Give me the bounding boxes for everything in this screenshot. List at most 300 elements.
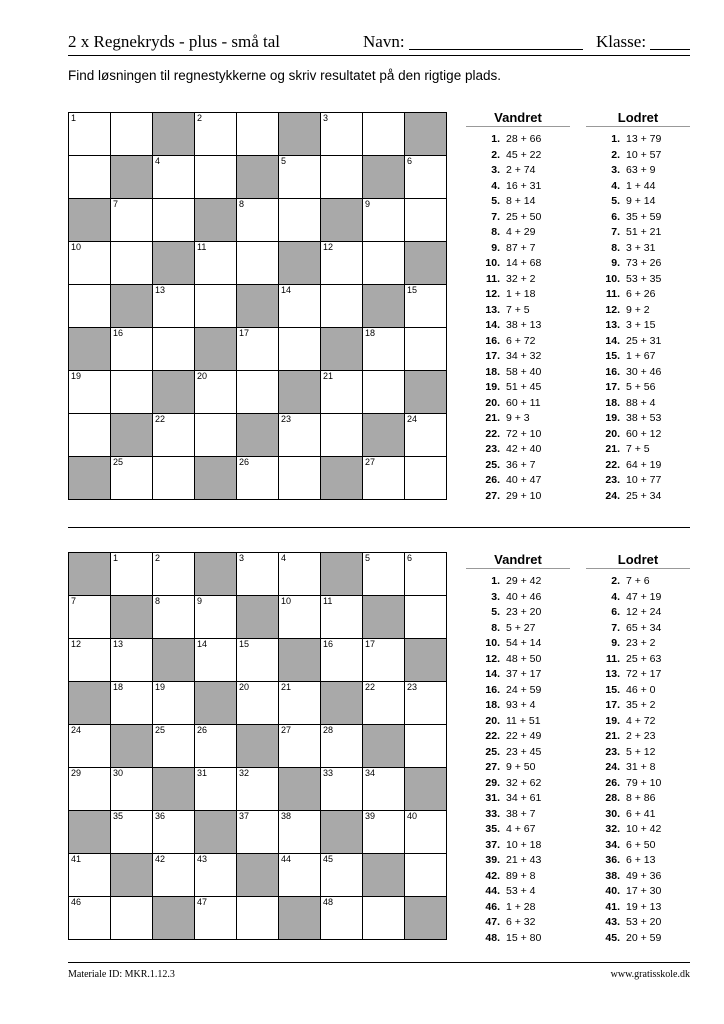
- clue-expression: 10 + 57: [626, 148, 662, 161]
- grid-cell[interactable]: [363, 768, 405, 811]
- clue-item: [586, 714, 690, 730]
- grid-cell[interactable]: [195, 113, 237, 156]
- clue-expression: 1 + 44: [626, 179, 656, 192]
- clue-expression: 9 + 14: [626, 195, 656, 207]
- clue-number: 43.: [605, 916, 620, 928]
- cell-number: 22: [365, 682, 376, 692]
- grid-cell[interactable]: [153, 682, 195, 725]
- grid-cell[interactable]: [321, 596, 363, 639]
- grid-cell[interactable]: [363, 811, 405, 854]
- clue-expression: 34 + 61: [506, 792, 542, 804]
- grid-cell[interactable]: [111, 457, 153, 500]
- cell-number: 4: [281, 553, 287, 563]
- grid-cell-shaded: [153, 242, 195, 285]
- grid-cell[interactable]: [405, 553, 447, 596]
- clue-item: [586, 667, 690, 683]
- grid-cell[interactable]: [69, 414, 111, 457]
- class-input-line[interactable]: [650, 49, 690, 50]
- grid-cell[interactable]: [279, 811, 321, 854]
- grid-cell[interactable]: [237, 897, 279, 940]
- clue-expression: 49 + 36: [626, 869, 662, 882]
- cell-number: 33: [323, 768, 334, 778]
- grid-cell[interactable]: [111, 242, 153, 285]
- clue-expression: 5 + 27: [506, 621, 536, 634]
- grid-cell[interactable]: [237, 553, 279, 596]
- grid-cell[interactable]: [69, 639, 111, 682]
- grid-cell[interactable]: [405, 596, 447, 639]
- grid-cell[interactable]: [69, 596, 111, 639]
- cell-number: 5: [365, 553, 371, 563]
- clue-number: 22.: [485, 730, 500, 742]
- grid-cell[interactable]: [321, 113, 363, 156]
- grid-cell-shaded: [321, 811, 363, 854]
- clue-number: 8.: [491, 621, 500, 634]
- clue-number: 16.: [485, 334, 500, 347]
- grid-cell[interactable]: [69, 854, 111, 897]
- cell-number: 23: [407, 682, 418, 692]
- grid-cell[interactable]: [153, 156, 195, 199]
- grid-cell[interactable]: [321, 414, 363, 457]
- clue-item: [586, 791, 690, 807]
- clue-expression: 64 + 19: [626, 458, 662, 471]
- grid-cell[interactable]: [363, 457, 405, 500]
- clue-number: 5.: [491, 195, 500, 207]
- clue-expression: 51 + 45: [506, 381, 542, 393]
- grid-cell[interactable]: [153, 199, 195, 242]
- clue-number: 10.: [605, 272, 620, 285]
- clue-number: 19.: [605, 714, 620, 727]
- clue-expression: 36 + 7: [506, 458, 536, 471]
- grid-cell[interactable]: [69, 725, 111, 768]
- clue-item: [466, 822, 570, 838]
- grid-cell[interactable]: [363, 553, 405, 596]
- clue-item: [466, 745, 570, 761]
- clue-number: 31.: [485, 792, 500, 804]
- clue-item: [586, 380, 690, 396]
- grid-cell-shaded: [279, 242, 321, 285]
- grid-cell[interactable]: [237, 639, 279, 682]
- clue-expression: 4 + 67: [506, 823, 536, 835]
- cell-number: 12: [323, 242, 334, 252]
- grid-cell-shaded: [279, 113, 321, 156]
- clue-number: 14.: [605, 334, 620, 347]
- grid-cell[interactable]: [279, 682, 321, 725]
- cell-number: 19: [155, 682, 166, 692]
- cell-number: 14: [281, 285, 292, 295]
- grid-cell-shaded: [111, 156, 153, 199]
- grid-cell[interactable]: [405, 811, 447, 854]
- clue-number: 22.: [485, 427, 500, 440]
- clue-item: [466, 807, 570, 823]
- clue-number: 39.: [485, 854, 500, 866]
- cell-number: 43: [197, 854, 208, 864]
- clue-expression: 32 + 2: [506, 272, 536, 285]
- clue-item: [466, 760, 570, 776]
- crossword-grid-2: [68, 552, 447, 940]
- clue-number: 10.: [485, 257, 500, 269]
- grid-cell[interactable]: [363, 113, 405, 156]
- grid-cell[interactable]: [153, 553, 195, 596]
- grid-cell[interactable]: [69, 113, 111, 156]
- clue-number: 3.: [611, 164, 620, 176]
- clue-item: [586, 698, 690, 714]
- clue-number: 37.: [485, 838, 500, 851]
- grid-cell[interactable]: [321, 854, 363, 897]
- clue-number: 48.: [485, 931, 500, 944]
- name-input-line[interactable]: [409, 49, 583, 50]
- cell-number: 25: [113, 457, 124, 467]
- clue-number: 34.: [605, 838, 620, 851]
- grid-cell[interactable]: [111, 553, 153, 596]
- cell-number: 16: [113, 328, 124, 338]
- clue-item: [586, 489, 690, 505]
- clue-number: 6.: [611, 210, 620, 223]
- clue-expression: 48 + 50: [506, 652, 542, 665]
- grid-cell-shaded: [195, 457, 237, 500]
- clue-number: 7.: [611, 226, 620, 238]
- grid-cell[interactable]: [321, 371, 363, 414]
- grid-cell[interactable]: [111, 328, 153, 371]
- clue-number: 25.: [485, 745, 500, 758]
- cell-number: 31: [197, 768, 208, 778]
- clue-expression: 6 + 13: [626, 854, 656, 866]
- grid-cell[interactable]: [111, 811, 153, 854]
- clue-item: [586, 605, 690, 621]
- clue-number: 12.: [485, 288, 500, 300]
- grid-cell[interactable]: [69, 897, 111, 940]
- grid-cell[interactable]: [363, 639, 405, 682]
- section-divider: [68, 527, 690, 528]
- grid-cell[interactable]: [237, 811, 279, 854]
- grid-cell[interactable]: [195, 725, 237, 768]
- clue-item: [586, 225, 690, 241]
- clue-number: 6.: [611, 606, 620, 618]
- cell-number: 5: [281, 156, 287, 166]
- grid-cell[interactable]: [111, 639, 153, 682]
- clue-item: [586, 683, 690, 699]
- grid-cell[interactable]: [195, 285, 237, 328]
- clue-item: [586, 915, 690, 931]
- grid-cell[interactable]: [153, 285, 195, 328]
- grid-cell-shaded: [363, 156, 405, 199]
- grid-cell[interactable]: [405, 199, 447, 242]
- clue-expression: 63 + 9: [626, 164, 656, 176]
- clue-number: 3.: [491, 164, 500, 176]
- clue-expression: 14 + 68: [506, 257, 542, 269]
- clue-number: 2.: [611, 575, 620, 587]
- cell-number: 18: [113, 682, 124, 692]
- clue-item: [466, 442, 570, 458]
- clue-number: 4.: [611, 590, 620, 603]
- grid-cell[interactable]: [153, 414, 195, 457]
- grid-cell[interactable]: [321, 285, 363, 328]
- grid-cell[interactable]: [111, 371, 153, 414]
- clue-item: [466, 776, 570, 792]
- cell-number: 17: [239, 328, 250, 338]
- grid-cell[interactable]: [153, 811, 195, 854]
- grid-cell[interactable]: [405, 854, 447, 897]
- clue-expression: 9 + 50: [506, 761, 536, 773]
- clue-number: 23.: [605, 474, 620, 486]
- grid-cell[interactable]: [363, 328, 405, 371]
- clue-expression: 53 + 35: [626, 272, 662, 285]
- grid-cell[interactable]: [153, 328, 195, 371]
- clue-number: 20.: [485, 714, 500, 727]
- clue-item: [586, 163, 690, 179]
- clue-item: [586, 256, 690, 272]
- grid-cell[interactable]: [153, 457, 195, 500]
- clue-item: [586, 590, 690, 606]
- clue-item: [466, 225, 570, 241]
- clue-expression: 16 + 31: [506, 179, 542, 192]
- cell-number: 2: [197, 113, 203, 123]
- grid-cell[interactable]: [279, 854, 321, 897]
- grid-cell-shaded: [237, 156, 279, 199]
- grid-cell[interactable]: [363, 682, 405, 725]
- worksheet-title: 2 x Regnekryds - plus - små tal: [68, 32, 280, 51]
- clue-number: 18.: [485, 365, 500, 378]
- clue-expression: 53 + 4: [506, 885, 536, 897]
- clue-expression: 25 + 50: [506, 210, 542, 223]
- grid-cell[interactable]: [405, 725, 447, 768]
- grid-cell[interactable]: [111, 682, 153, 725]
- clue-item: [466, 365, 570, 381]
- grid-cell[interactable]: [195, 596, 237, 639]
- clue-expression: 60 + 11: [506, 396, 541, 409]
- grid-cell-shaded: [405, 371, 447, 414]
- grid-cell[interactable]: [195, 371, 237, 414]
- cell-number: 27: [281, 725, 292, 735]
- clue-number: 15.: [605, 683, 620, 696]
- clue-number: 2.: [611, 148, 620, 161]
- clue-number: 14.: [485, 668, 500, 680]
- clue-expression: 42 + 40: [506, 443, 542, 455]
- clue-expression: 47 + 19: [626, 590, 662, 603]
- clue-expression: 87 + 7: [506, 241, 536, 254]
- grid-cell[interactable]: [153, 725, 195, 768]
- clue-expression: 11 + 51: [506, 714, 541, 727]
- clue-number: 44.: [485, 885, 500, 897]
- clue-number: 20.: [605, 427, 620, 440]
- clue-item: [466, 698, 570, 714]
- grid-cell[interactable]: [195, 242, 237, 285]
- clue-item: [466, 473, 570, 489]
- lodret-heading: Lodret: [586, 552, 690, 569]
- grid-cell[interactable]: [279, 328, 321, 371]
- grid-cell[interactable]: [69, 285, 111, 328]
- clue-item: [466, 132, 570, 148]
- grid-cell[interactable]: [153, 854, 195, 897]
- clue-number: 12.: [605, 303, 620, 316]
- grid-cell[interactable]: [279, 596, 321, 639]
- clue-number: 23.: [605, 745, 620, 758]
- grid-cell[interactable]: [237, 371, 279, 414]
- grid-cell[interactable]: [363, 199, 405, 242]
- cell-number: 29: [71, 768, 82, 778]
- clue-number: 26.: [605, 776, 620, 789]
- grid-cell[interactable]: [111, 113, 153, 156]
- clue-number: 19.: [605, 412, 620, 424]
- clue-expression: 10 + 18: [506, 838, 542, 851]
- grid-cell[interactable]: [363, 897, 405, 940]
- clue-expression: 29 + 42: [506, 575, 542, 587]
- clue-expression: 1 + 18: [506, 288, 536, 300]
- grid-cell[interactable]: [237, 199, 279, 242]
- grid-cell[interactable]: [321, 639, 363, 682]
- cell-number: 8: [239, 199, 245, 209]
- cell-number: 20: [197, 371, 208, 381]
- cell-number: 45: [323, 854, 334, 864]
- grid-cell[interactable]: [279, 414, 321, 457]
- clue-item: [466, 590, 570, 606]
- page-header: [68, 30, 690, 54]
- material-id: Materiale ID: MKR.1.12.3: [68, 969, 175, 980]
- clue-item: [586, 349, 690, 365]
- grid-cell-shaded: [69, 682, 111, 725]
- cell-number: 11: [323, 596, 333, 606]
- clue-expression: 35 + 2: [626, 699, 656, 711]
- clue-expression: 20 + 59: [626, 931, 662, 944]
- clue-item: [466, 210, 570, 226]
- grid-cell[interactable]: [363, 371, 405, 414]
- clue-number: 9.: [611, 637, 620, 649]
- clue-number: 21.: [605, 730, 620, 742]
- grid-cell[interactable]: [321, 897, 363, 940]
- vandret-heading: Vandret: [466, 552, 570, 569]
- grid-cell[interactable]: [405, 285, 447, 328]
- grid-cell[interactable]: [279, 553, 321, 596]
- grid-cell[interactable]: [363, 242, 405, 285]
- grid-cell[interactable]: [153, 596, 195, 639]
- grid-cell[interactable]: [279, 199, 321, 242]
- grid-cell-shaded: [153, 113, 195, 156]
- grid-cell[interactable]: [69, 768, 111, 811]
- cell-number: 38: [281, 811, 292, 821]
- grid-cell[interactable]: [195, 414, 237, 457]
- clue-item: [466, 791, 570, 807]
- grid-cell[interactable]: [195, 156, 237, 199]
- grid-cell-shaded: [69, 811, 111, 854]
- clue-item: [466, 458, 570, 474]
- clue-number: 24.: [605, 489, 620, 502]
- website-link[interactable]: www.gratisskole.dk: [610, 969, 690, 980]
- grid-cell[interactable]: [405, 328, 447, 371]
- clue-item: [586, 194, 690, 210]
- clue-expression: 79 + 10: [626, 776, 662, 789]
- clue-number: 2.: [491, 148, 500, 161]
- clue-item: [586, 807, 690, 823]
- clue-expression: 29 + 10: [506, 489, 542, 502]
- cell-number: 15: [407, 285, 418, 295]
- grid-cell[interactable]: [195, 897, 237, 940]
- cell-number: 44: [281, 854, 292, 864]
- clue-number: 46.: [485, 900, 500, 913]
- grid-cell[interactable]: [237, 682, 279, 725]
- grid-cell[interactable]: [279, 725, 321, 768]
- clue-number: 17.: [605, 699, 620, 711]
- cell-number: 3: [323, 113, 329, 123]
- cell-number: 28: [323, 725, 334, 735]
- clue-number: 11.: [605, 288, 620, 300]
- cell-number: 48: [323, 897, 334, 907]
- grid-cell[interactable]: [195, 639, 237, 682]
- grid-cell-shaded: [321, 328, 363, 371]
- grid-cell[interactable]: [195, 854, 237, 897]
- clue-expression: 1 + 28: [506, 900, 536, 913]
- cell-number: 2: [155, 553, 161, 563]
- cell-number: 41: [71, 854, 82, 864]
- clue-number: 35.: [485, 823, 500, 835]
- grid-cell-shaded: [69, 457, 111, 500]
- grid-cell[interactable]: [405, 414, 447, 457]
- footer-divider: [68, 962, 690, 963]
- cell-number: 37: [239, 811, 250, 821]
- grid-cell[interactable]: [111, 768, 153, 811]
- grid-cell[interactable]: [69, 156, 111, 199]
- grid-cell[interactable]: [237, 457, 279, 500]
- grid-cell-shaded: [111, 725, 153, 768]
- cell-number: 14: [197, 639, 208, 649]
- clue-number: 29.: [485, 776, 500, 789]
- grid-cell[interactable]: [69, 371, 111, 414]
- clue-item: [586, 458, 690, 474]
- clue-expression: 31 + 8: [626, 761, 656, 773]
- clue-number: 18.: [605, 396, 620, 409]
- grid-cell[interactable]: [237, 328, 279, 371]
- grid-cell[interactable]: [195, 768, 237, 811]
- grid-cell[interactable]: [237, 768, 279, 811]
- grid-cell[interactable]: [237, 113, 279, 156]
- clue-number: 25.: [485, 458, 500, 471]
- clue-item: [466, 931, 570, 947]
- grid-cell[interactable]: [279, 457, 321, 500]
- grid-cell[interactable]: [111, 199, 153, 242]
- clue-expression: 10 + 77: [626, 474, 662, 486]
- grid-cell-shaded: [363, 414, 405, 457]
- grid-cell-shaded: [363, 285, 405, 328]
- grid-cell-shaded: [111, 285, 153, 328]
- grid-cell-shaded: [237, 285, 279, 328]
- cell-number: 13: [113, 639, 124, 649]
- grid-cell[interactable]: [405, 457, 447, 500]
- clue-item: [586, 822, 690, 838]
- grid-cell[interactable]: [405, 156, 447, 199]
- grid-cell[interactable]: [237, 242, 279, 285]
- grid-cell[interactable]: [321, 768, 363, 811]
- header-divider: [68, 55, 690, 56]
- clue-item: [466, 621, 570, 637]
- clue-item: [586, 132, 690, 148]
- cell-number: 10: [71, 242, 82, 252]
- clue-expression: 6 + 72: [506, 334, 536, 347]
- grid-cell[interactable]: [279, 285, 321, 328]
- cell-number: 39: [365, 811, 376, 821]
- clue-number: 5.: [611, 195, 620, 207]
- grid-cell[interactable]: [321, 156, 363, 199]
- grid-cell[interactable]: [69, 242, 111, 285]
- cell-number: 26: [197, 725, 208, 735]
- grid-cell[interactable]: [405, 682, 447, 725]
- grid-cell[interactable]: [321, 242, 363, 285]
- grid-cell[interactable]: [111, 897, 153, 940]
- clue-number: 5.: [491, 606, 500, 618]
- grid-cell-shaded: [153, 768, 195, 811]
- cell-number: 40: [407, 811, 418, 821]
- crossword-grid-1: [68, 112, 447, 500]
- grid-cell[interactable]: [279, 156, 321, 199]
- clue-expression: 7 + 5: [626, 443, 650, 455]
- grid-cell[interactable]: [321, 725, 363, 768]
